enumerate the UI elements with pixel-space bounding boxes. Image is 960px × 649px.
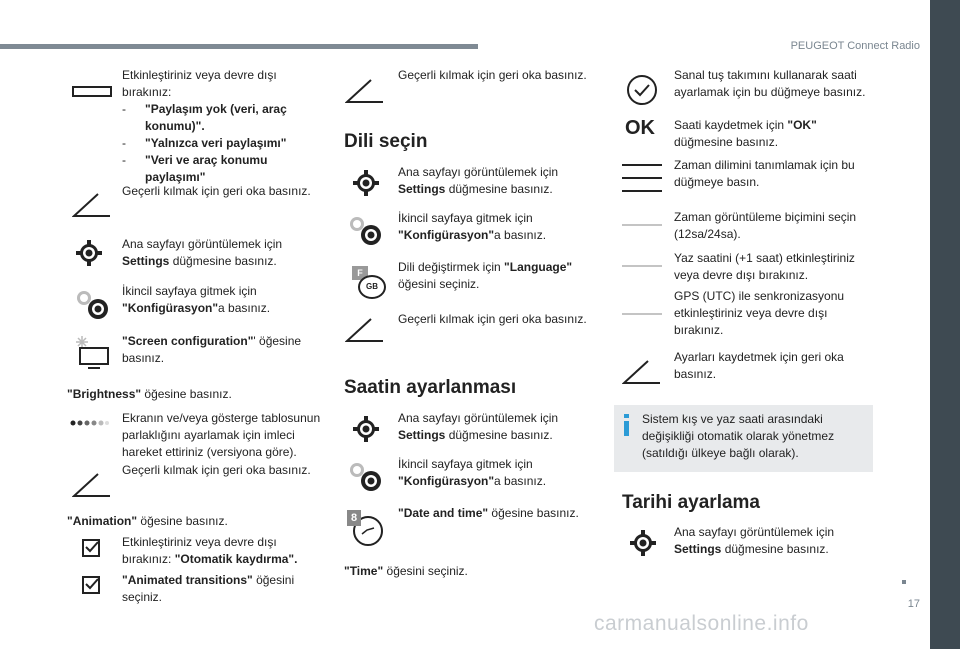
back-arrow-icon xyxy=(622,359,662,385)
config-gears-icon xyxy=(72,286,112,322)
config-pre: İkincil sayfaya gitmek için xyxy=(398,211,533,225)
col2-settings xyxy=(398,164,588,198)
col2-time-select xyxy=(344,563,584,580)
back-arrow-icon xyxy=(345,78,385,104)
config-bold: "Konfigürasyon" xyxy=(398,228,495,242)
col3-format: Zaman görüntüleme biçimini seçin (12sa/24sa). xyxy=(674,210,857,241)
col1-brightness xyxy=(67,386,317,403)
date-time-icon xyxy=(347,510,383,546)
flag-f: F xyxy=(352,266,368,280)
col3-keypad: Sanal tuş takımını kullanarak saati ayarlamak için bu düğmeye basınız. xyxy=(674,68,866,99)
col2-back-lang: Geçerli kılmak için geri oka basınız. xyxy=(398,312,587,326)
option-data-only: "Yalnızca veri paylaşımı" xyxy=(145,136,287,150)
save-post: düğmesine basınız. xyxy=(674,135,779,149)
heading-set-time: Saatin ayarlanması xyxy=(344,377,517,398)
gear-icon xyxy=(353,170,379,196)
config-bold: "Konfigürasyon" xyxy=(122,301,219,315)
animation-bold: "Animation" xyxy=(67,514,138,528)
settings-bold: Settings xyxy=(398,428,446,442)
col2-config xyxy=(398,210,588,244)
config-bold: "Konfigürasyon" xyxy=(398,474,495,488)
settings-bold: Settings xyxy=(122,254,170,268)
time-bold: "Time" xyxy=(344,564,384,578)
time-post: öğesini seçiniz. xyxy=(386,564,468,578)
lang-pre: Dili değiştirmek için xyxy=(398,260,501,274)
col2-time-config xyxy=(398,456,588,490)
page-number: 17 xyxy=(907,598,920,610)
settings-post: düğmesine basınız. xyxy=(724,542,829,556)
onoff-bar-icon xyxy=(72,86,112,98)
col3-summer: Yaz saatini (+1 saat) etkinleştiriniz veya devre dışı bırakınız. xyxy=(674,251,855,282)
settings-post: düğmesine basınız. xyxy=(448,182,553,196)
heading-set-date: Tarihi ayarlama xyxy=(622,492,761,513)
settings-pre: Ana sayfayı görüntülemek için xyxy=(122,237,283,251)
col3-date-settings xyxy=(674,524,864,558)
col2-date-time xyxy=(398,505,598,522)
config-pre: İkincil sayfaya gitmek için xyxy=(122,284,257,298)
date-post: öğesine basınız. xyxy=(491,506,579,520)
bullet-dash: - xyxy=(122,153,126,167)
date-bold: "Date and time" xyxy=(398,506,489,520)
col1-animation xyxy=(67,513,317,530)
watermark: carmanualsonline.info xyxy=(594,612,809,635)
autoscroll-pre: Etkinleştiriniz veya devre dışı bırakınız: xyxy=(122,535,277,566)
settings-pre: Ana sayfayı görüntülemek için xyxy=(674,525,835,539)
col1-config xyxy=(122,283,317,317)
col3-timezone: Zaman dilimini tanımlamak için bu düğmeye basın. xyxy=(674,158,855,189)
save-bold: "OK" xyxy=(787,118,817,132)
save-pre: Saati kaydetmek için xyxy=(674,118,785,132)
col1-brightness-desc: Ekranın ve/veya gösterge tablosunun parlaklığını ayarlamak için imleci hareket ettiriniz (versiyona göre). xyxy=(122,411,321,459)
col2-time-settings xyxy=(398,410,588,444)
list-menu-icon xyxy=(622,163,662,193)
brightness-post: öğesine basınız. xyxy=(144,387,232,401)
col1-autoscroll xyxy=(122,534,322,568)
settings-pre: Ana sayfayı görüntülemek için xyxy=(398,411,559,425)
config-post: a basınız. xyxy=(494,474,547,488)
date-badge: 8 xyxy=(347,510,361,526)
col1-onoff-options xyxy=(122,101,317,186)
col1-back-1: Geçerli kılmak için geri oka basınız. xyxy=(122,184,311,198)
brightness-dots-icon xyxy=(70,418,110,428)
ok-icon: OK xyxy=(625,117,655,139)
autoscroll-bold: "Otomatik kaydırma". xyxy=(174,552,298,566)
settings-post: düğmesine basınız. xyxy=(172,254,277,268)
screen-post: ' öğesine basınız. xyxy=(122,334,302,365)
col1-animated-transitions xyxy=(122,572,322,606)
col2-back-top: Geçerli kılmak için geri oka basınız. xyxy=(398,68,587,82)
language-flags-icon xyxy=(350,266,384,296)
heading-select-language: Dili seçin xyxy=(344,131,428,152)
anim-trans-post: öğesini seçiniz. xyxy=(122,573,295,604)
option-line-icon xyxy=(622,223,662,227)
settings-pre: Ana sayfayı görüntülemek için xyxy=(398,165,559,179)
col1-screen xyxy=(122,333,317,367)
info-text: Sistem kış ve yaz saati arasındaki değişikliği otomatik olarak yönetmez (satıldığı ülkeye bağlı olarak). xyxy=(642,412,835,460)
option-no-share: "Paylaşım yok (veri, araç konumu)". xyxy=(145,102,287,133)
bullet-dash: - xyxy=(122,102,126,116)
config-post: a basınız. xyxy=(218,301,271,315)
brightness-bold: "Brightness" xyxy=(67,387,142,401)
gear-icon xyxy=(76,240,102,266)
col3-save-back: Ayarları kaydetmek için geri oka basınız. xyxy=(674,350,844,381)
screen-bold: "Screen configuration" xyxy=(122,334,254,348)
checkbox-checked-icon[interactable] xyxy=(82,539,100,557)
page-header-title: PEUGEOT Connect Radio xyxy=(790,40,920,52)
back-arrow-icon xyxy=(72,192,112,218)
option-data-location: "Veri ve araç konumu paylaşımı" xyxy=(145,153,268,184)
bullet-dash: - xyxy=(122,136,126,150)
col1-settings xyxy=(122,236,317,270)
header-rule xyxy=(0,44,478,49)
settings-bold: Settings xyxy=(674,542,722,556)
flag-gb: GB xyxy=(358,275,386,299)
config-gears-icon xyxy=(345,458,385,494)
gear-icon xyxy=(353,416,379,442)
back-arrow-icon xyxy=(345,317,385,343)
col1-back-2: Geçerli kılmak için geri oka basınız. xyxy=(122,463,311,477)
gear-icon xyxy=(630,530,656,556)
settings-post: düğmesine basınız. xyxy=(448,428,553,442)
config-post: a basınız. xyxy=(494,228,547,242)
confirm-check-circle-icon xyxy=(626,74,658,106)
col1-onoff-intro: Etkinleştiriniz veya devre dışı bırakınız: xyxy=(122,68,277,99)
animation-post: öğesine basınız. xyxy=(140,514,228,528)
screen-config-icon xyxy=(72,336,112,370)
page-sidebar xyxy=(930,0,960,649)
back-arrow-icon xyxy=(72,472,112,498)
config-pre: İkincil sayfaya gitmek için xyxy=(398,457,533,471)
option-line-icon xyxy=(622,264,662,268)
option-line-icon xyxy=(622,312,662,316)
settings-bold: Settings xyxy=(398,182,446,196)
info-icon xyxy=(623,414,631,436)
lang-bold: "Language" xyxy=(504,260,573,274)
col3-save-ok xyxy=(674,117,874,151)
config-gears-icon xyxy=(345,212,385,248)
checkbox-checked-icon[interactable] xyxy=(82,576,100,594)
page-dot xyxy=(902,580,906,584)
col2-language xyxy=(398,259,588,293)
anim-trans-bold: "Animated transitions" xyxy=(122,573,253,587)
lang-post: öğesini seçiniz. xyxy=(398,277,480,291)
col3-gps: GPS (UTC) ile senkronizasyonu etkinleştiriniz veya devre dışı bırakınız. xyxy=(674,289,845,337)
